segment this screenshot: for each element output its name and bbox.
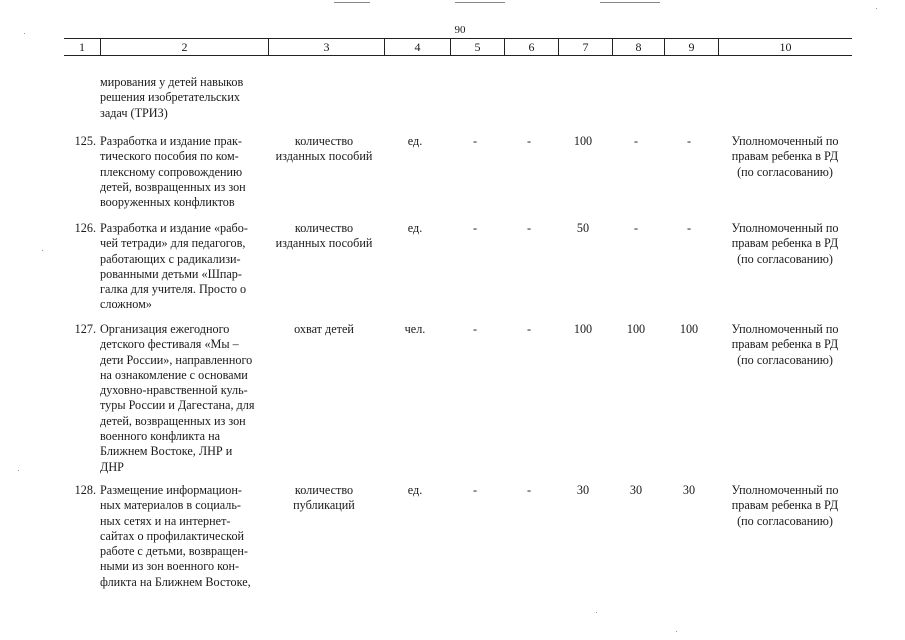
indicator-line: изданных пособий	[275, 149, 373, 164]
measure-name-line: чей тетради» для педагогов,	[100, 236, 246, 251]
measure-name-line: Разработка и издание «рабо-	[100, 221, 248, 235]
responsible-line: (по согласованию)	[737, 164, 833, 179]
indicator	[268, 134, 380, 165]
header-col-1: 1	[79, 40, 85, 54]
row-number: 125.	[74, 134, 96, 148]
header-col-9: 9	[664, 39, 718, 55]
scan-speck	[24, 33, 25, 34]
measure-name-line: ных материалов в социаль-	[100, 498, 241, 513]
scan-speck	[876, 8, 877, 9]
responsible	[718, 483, 852, 529]
responsible-line: Уполномоченный по	[731, 221, 839, 235]
header-col-5: 5	[450, 39, 504, 55]
indicator	[268, 221, 380, 252]
continuation-text	[100, 75, 264, 121]
value-col-8: 100	[626, 322, 646, 336]
scan-artifact-line	[455, 2, 505, 3]
header-col-3: 3	[268, 39, 384, 55]
indicator-line: количество	[294, 221, 354, 235]
responsible-line: (по согласованию)	[737, 352, 833, 367]
measure-name	[100, 221, 264, 313]
measure-name-line: сайтах о профилактической	[100, 528, 245, 543]
measure-name-line: рованными детьми «Шпар-	[100, 266, 242, 281]
measure-name-line: вооруженных конфликтов	[100, 195, 235, 210]
measure-name-line: детского фестиваля «Мы –	[100, 337, 239, 352]
indicator-line: количество	[294, 483, 354, 497]
measure-name-line: сложном»	[100, 297, 152, 312]
measure-name	[100, 134, 264, 210]
value-col-8: -	[633, 221, 639, 235]
indicator-line: охват детей	[294, 322, 354, 336]
responsible-line: правам ребенка в РД	[731, 498, 839, 513]
value-col-9: 30	[682, 483, 696, 497]
scan-speck	[596, 612, 597, 613]
unit: ед.	[407, 134, 423, 148]
header-col-8: 8	[612, 39, 664, 55]
indicator-line: количество	[294, 134, 354, 148]
measure-name-line: фликта на Ближнем Востоке,	[100, 574, 251, 589]
responsible-line: правам ребенка в РД	[731, 149, 839, 164]
indicator	[268, 483, 380, 514]
value-col-6: -	[526, 221, 532, 235]
scan-speck	[42, 250, 43, 251]
value-col-5: -	[472, 221, 478, 235]
value-col-5: -	[472, 322, 478, 336]
measure-name-line: туры России и Дагестана, для	[100, 398, 255, 413]
responsible	[718, 221, 852, 267]
measure-name-line: военного конфликта на	[100, 429, 221, 444]
unit: чел.	[404, 322, 426, 336]
header-col-2: 2	[100, 39, 268, 55]
measure-name-line: ными из зон военного кон-	[100, 559, 240, 574]
scan-artifact-line	[600, 2, 660, 3]
measure-name	[100, 322, 264, 475]
responsible-line: правам ребенка в РД	[731, 236, 839, 251]
value-col-8: -	[633, 134, 639, 148]
continuation-line: мирования у детей навыков	[100, 75, 244, 89]
responsible-line: (по согласованию)	[737, 513, 833, 528]
measure-name-line: ДНР	[100, 459, 124, 474]
measure-name-line: Организация ежегодного	[100, 322, 230, 336]
measure-name-line: плексному сопровождению	[100, 164, 243, 179]
indicator-line: изданных пособий	[275, 236, 373, 251]
measure-name-line: тического пособия по ком-	[100, 149, 239, 164]
value-col-9: -	[686, 134, 692, 148]
value-col-8: 30	[629, 483, 643, 497]
scan-speck	[676, 631, 677, 632]
page-number: 90	[454, 24, 466, 36]
value-col-7: 50	[576, 221, 590, 235]
measure-name-line: работе с детьми, возвращен-	[100, 544, 248, 559]
indicator	[268, 322, 380, 337]
measure-name-line: ных сетях и на интернет-	[100, 513, 231, 528]
measure-name-line: галка для учителя. Просто о	[100, 282, 247, 297]
measure-name-line: Ближнем Востоке, ЛНР и	[100, 444, 233, 459]
scan-artifact-line	[334, 2, 370, 3]
responsible	[718, 322, 852, 368]
measure-name-line: на ознакомление с основами	[100, 367, 248, 382]
value-col-6: -	[526, 322, 532, 336]
responsible-line: Уполномоченный по	[731, 483, 839, 497]
row-number: 127.	[74, 322, 96, 336]
value-col-9: -	[686, 221, 692, 235]
value-col-7: 30	[576, 483, 590, 497]
row-number: 126.	[74, 221, 96, 235]
measure-name-line: Разработка и издание прак-	[100, 134, 242, 148]
scan-speck	[18, 470, 19, 471]
measure-name-line: детей, возвращенных из зон	[100, 179, 246, 194]
continuation-line: задач (ТРИЗ)	[100, 105, 168, 120]
value-col-7: 100	[573, 134, 593, 148]
measure-name-line: детей, возвращенных из зон	[100, 413, 246, 428]
row-number: 128.	[74, 483, 96, 497]
measure-name-line: работающих с радикализи-	[100, 251, 241, 266]
responsible	[718, 134, 852, 180]
responsible-line: Уполномоченный по	[731, 134, 839, 148]
header-col-4: 4	[384, 39, 450, 55]
responsible-line: правам ребенка в РД	[731, 337, 839, 352]
value-col-9: 100	[679, 322, 699, 336]
header-col-6: 6	[504, 39, 558, 55]
measure-name-line: духовно-нравственной куль-	[100, 383, 248, 398]
value-col-7: 100	[573, 322, 593, 336]
measure-name	[100, 483, 264, 590]
continuation-line: решения изобретательских	[100, 90, 240, 105]
value-col-6: -	[526, 134, 532, 148]
unit: ед.	[407, 483, 423, 497]
table-header	[64, 38, 852, 56]
measure-name-line: Размещение информацион-	[100, 483, 242, 497]
value-col-5: -	[472, 483, 478, 497]
value-col-5: -	[472, 134, 478, 148]
header-col-7: 7	[558, 39, 612, 55]
value-col-6: -	[526, 483, 532, 497]
indicator-line: публикаций	[293, 498, 355, 513]
responsible-line: Уполномоченный по	[731, 322, 839, 336]
measure-name-line: дети России», направленного	[100, 352, 253, 367]
responsible-line: (по согласованию)	[737, 251, 833, 266]
header-col-10: 10	[718, 39, 852, 55]
unit: ед.	[407, 221, 423, 235]
